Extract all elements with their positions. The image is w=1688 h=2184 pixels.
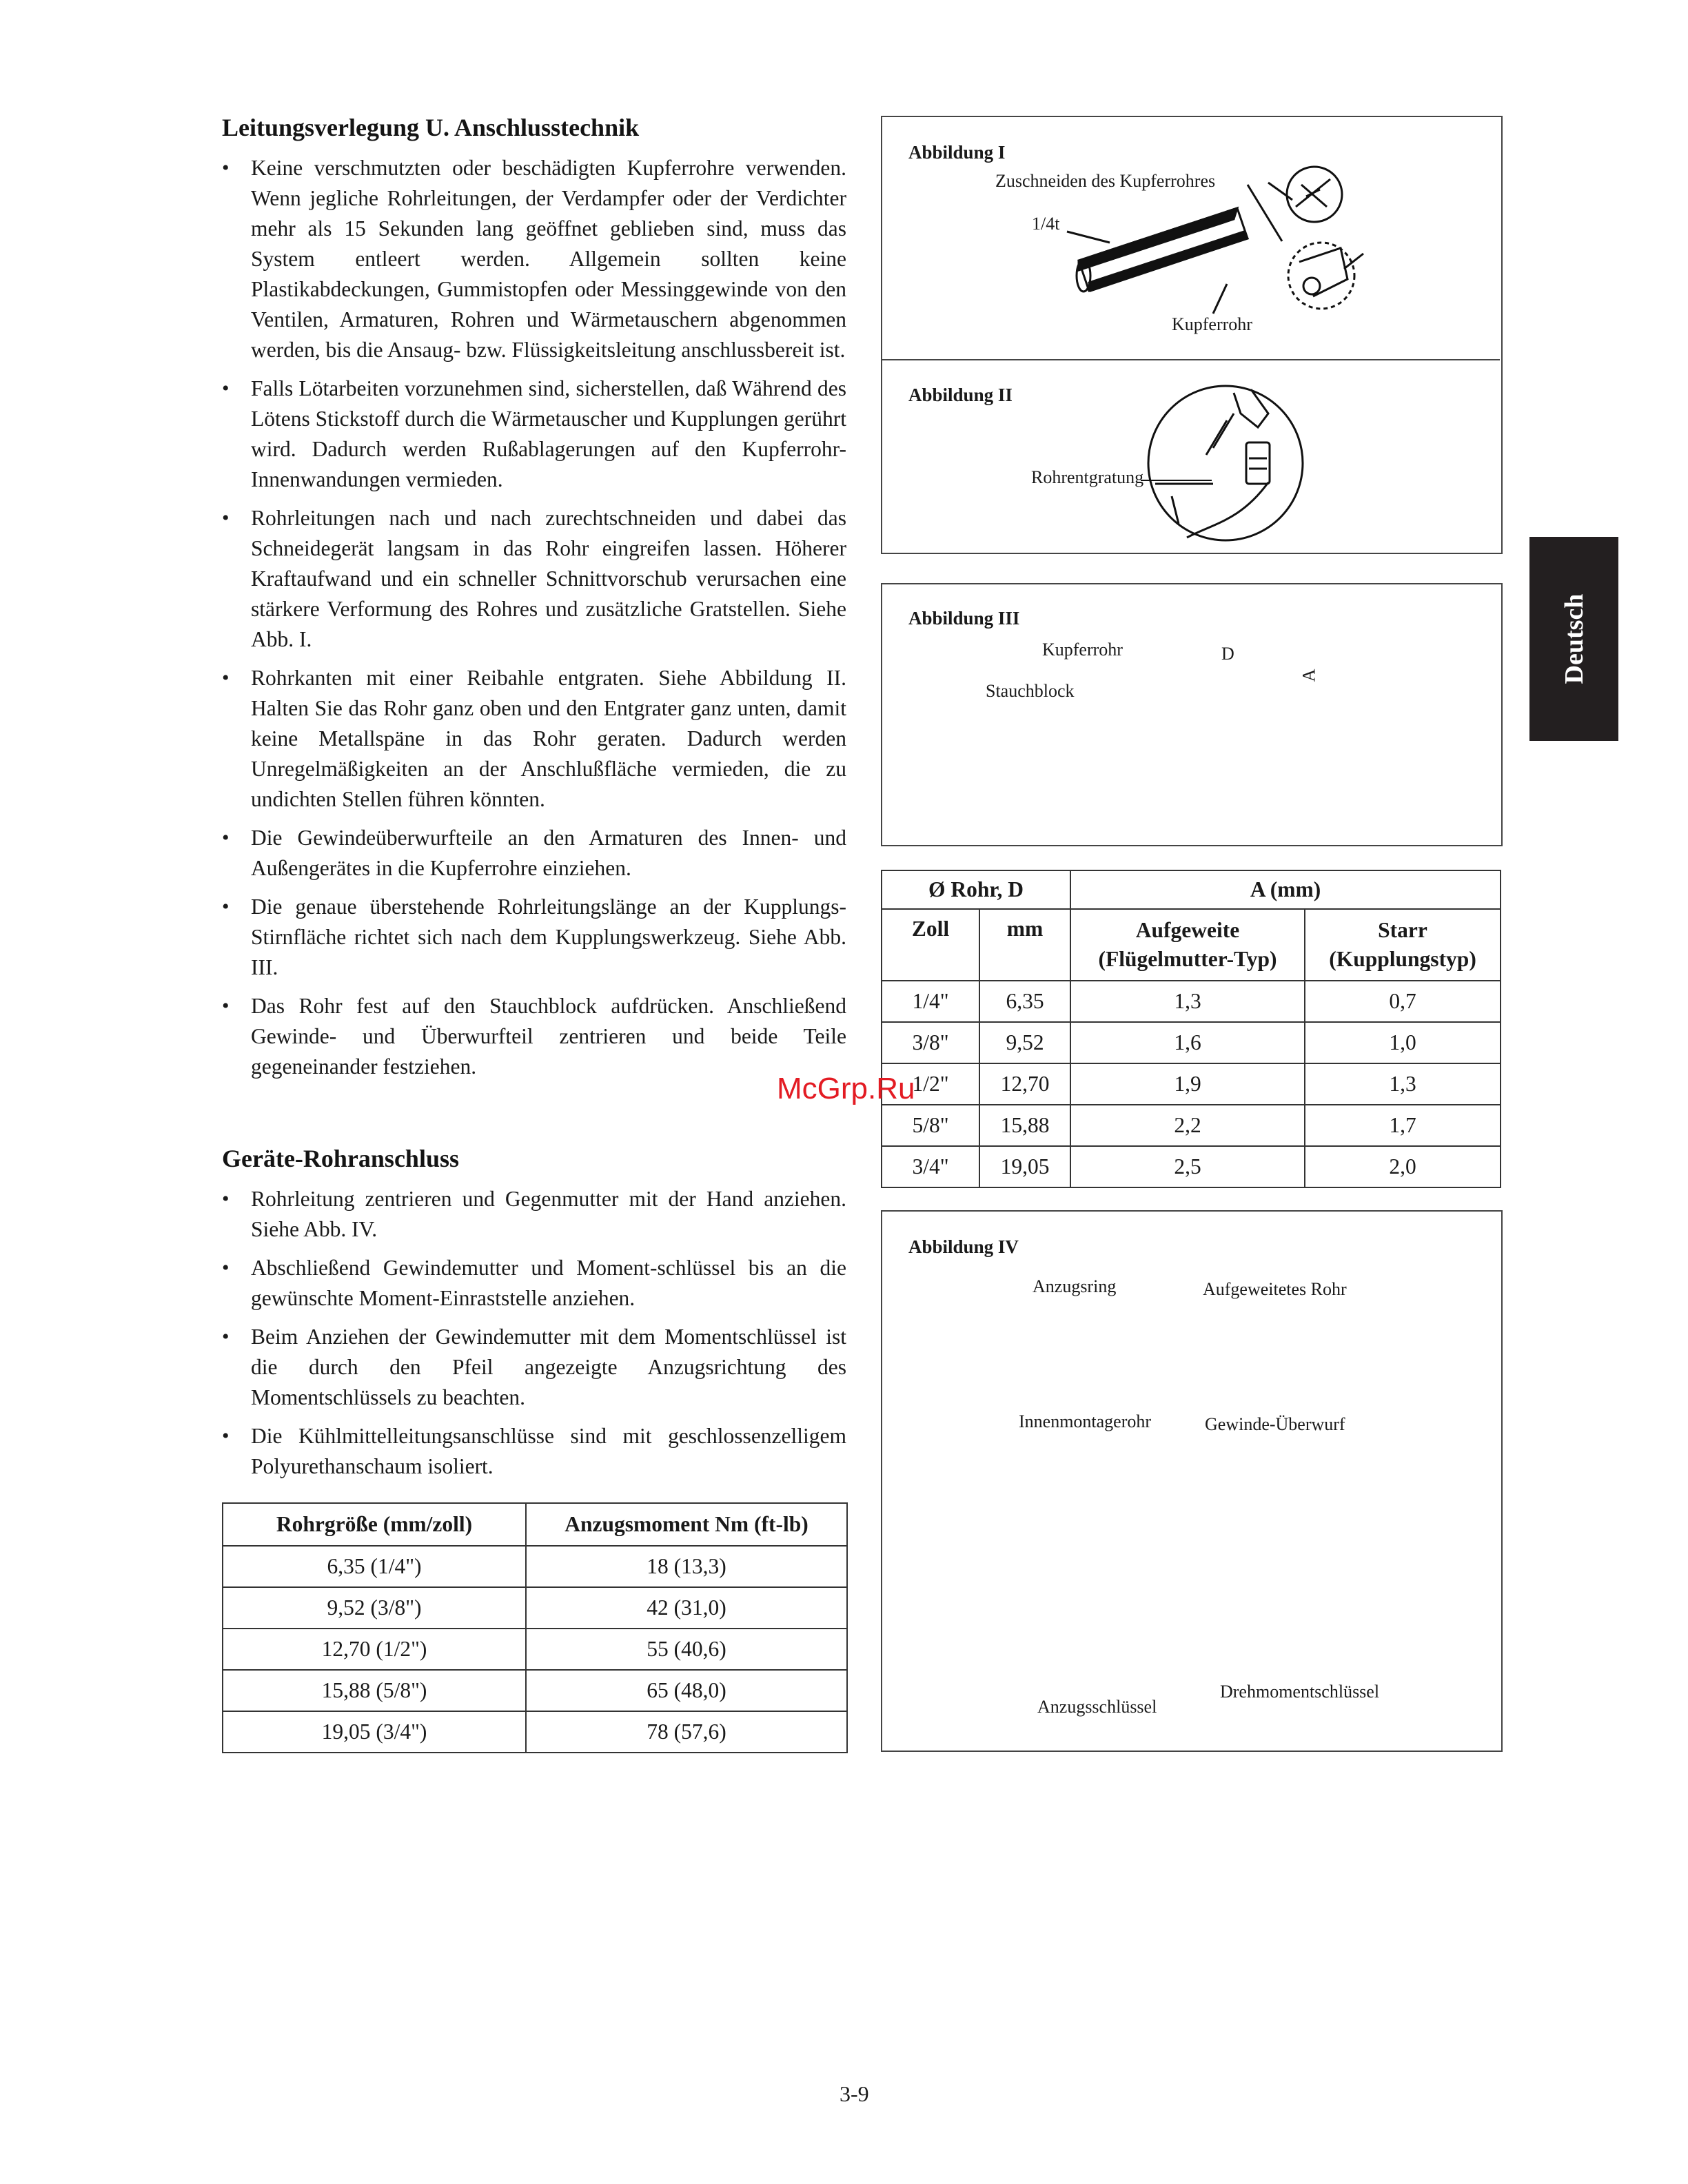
column-header: Ø Rohr, D [882,870,1070,909]
language-tab [1529,537,1618,741]
figure-1-label-pipe: Kupferrohr [1172,314,1252,334]
table-cell: 1,9 [1070,1063,1305,1105]
figure-4-label-thread: Gewinde-Überwurf [1205,1414,1345,1434]
connection-bullet-list [222,1184,846,1490]
figure-3-label-a: A [1299,669,1319,682]
torque-table [222,1502,848,1753]
piping-bullet-list [222,153,846,1090]
figure-1-label-cut: Zuschneiden des Kupferrohres [995,171,1216,191]
figure-3-label-d: D [1221,644,1234,664]
table-row [223,1711,847,1753]
table-cell: 0,7 [1305,981,1501,1022]
table-row [882,981,1501,1022]
table-cell: 18 (13,3) [526,1546,847,1587]
header-line: (Flügelmutter-Typ) [1098,947,1277,971]
table-cell: 1,3 [1305,1063,1501,1105]
table-cell: 65 (48,0) [526,1670,847,1711]
table-header-row [223,1503,847,1546]
table-cell: 19,05 [979,1146,1070,1187]
table-cell: 3/8" [882,1022,979,1063]
table-row [882,1022,1501,1063]
table-cell: 2,0 [1305,1146,1501,1187]
figure-4-label-inner: Innenmontagerohr [1019,1411,1152,1431]
language-tab-label: Deutsch [1559,593,1589,684]
flare-dimension-table [881,870,1501,1188]
table-header-row [882,870,1501,909]
bullet-item: • Keine verschmutzten oder beschädigten Kupferrohre verwenden. Wenn jegliche Rohrleitungen, der Verdampfer oder der Verdichter mehr als 15 Sekunden lang geöffnet geblieben sind, muss das System entleert werden. Allgemein sollten keine Plastikabdeckungen, Gummistopfen oder Messinggewinde von den Ventilen, Armaturen, Rohren und Wärmetauschern abgenommen werden, bis die Ansaug- bzw. Flüssigkeitsleitung anschlussbereit ist. [222,153,846,365]
bullet-item: • Abschließend Gewindemutter und Moment-schlüssel bis an die gewünschte Moment-Einraststelle anziehen. [222,1253,846,1314]
table-cell: 6,35 (1/4") [223,1546,526,1587]
table-cell: 1,7 [1305,1105,1501,1146]
table-cell: 6,35 [979,981,1070,1022]
table-cell: 9,52 [979,1022,1070,1063]
table-row [882,1105,1501,1146]
table-cell: 2,5 [1070,1146,1305,1187]
figure-4-label-torque: Drehmomentschlüssel [1220,1682,1380,1702]
table-row [882,1146,1501,1187]
figure-3-label-pipe: Kupferrohr [1042,640,1123,660]
table-cell: 12,70 [979,1063,1070,1105]
figure-2-title: Abbildung II [908,385,1013,405]
column-header: Anzugsmoment Nm (ft-lb) [526,1503,847,1546]
figure-1-title: Abbildung I [908,142,1006,163]
bullet-item: • Die genaue überstehende Rohrleitungslänge an der Kupplungs-Stirnfläche richtet sich nach dem Kupplungswerkzeug. Siehe Abb. III. [222,892,846,983]
bullet-item: • Die Kühlmittelleitungsanschlüsse sind mit geschlossenzelligem Polyurethanschaum isoliert. [222,1421,846,1482]
figure-box-4 [881,1210,1503,1752]
figure-4-label-flared: Aufgeweitetes Rohr [1203,1279,1347,1299]
section-heading-piping: Leitungsverlegung U. Anschlusstechnik [222,114,640,141]
figure-3-title: Abbildung III [908,608,1020,629]
table-row [223,1587,847,1629]
table-cell: 15,88 [979,1105,1070,1146]
page-number: 3-9 [840,2081,869,2106]
table-cell: 1,3 [1070,981,1305,1022]
table-row [223,1629,847,1670]
table-row [882,1063,1501,1105]
watermark: McGrp.Ru [777,1072,915,1105]
table-cell: 1/4" [882,981,979,1022]
figure-1-label-quarter: 1/4t [1032,214,1060,234]
table-cell: 12,70 (1/2") [223,1629,526,1670]
bullet-item: • Falls Lötarbeiten vorzunehmen sind, sicherstellen, daß Während des Lötens Stickstoff durch die Wärmetauscher und Kupplungen gerührt wird. Dadurch werden Rußablagerungen auf den Kupferrohr-Innenwandungen vermieden. [222,374,846,495]
bullet-item: • Die Gewindeüberwurfteile an den Armaturen des Innen- und Außengerätes in die Kupferrohre einziehen. [222,823,846,884]
bullet-item: • Rohrkanten mit einer Reibahle entgraten. Siehe Abbildung II. Halten Sie das Rohr ganz oben und den Entgrater ganz unten, damit keine Metallspäne in das Rohr geraten. Dadurch werden Unregelmäßigkeiten an der Anschlußfläche vermieden, die zu undichten Stellen führen könnten. [222,663,846,815]
header-line: Aufgeweite [1135,918,1240,942]
column-header: Rohrgröße (mm/zoll) [223,1503,526,1546]
figure-4-title: Abbildung IV [908,1236,1019,1257]
table-cell: 15,88 (5/8") [223,1670,526,1711]
bullet-item: • Rohrleitung zentrieren und Gegenmutter mit der Hand anziehen. Siehe Abb. IV. [222,1184,846,1245]
table-cell: 3/4" [882,1146,979,1187]
figure-2-label-deburr: Rohrentgratung [1031,467,1144,487]
bullet-item: • Beim Anziehen der Gewindemutter mit dem Momentschlüssel ist die durch den Pfeil angezeigte Anzugsrichtung des Momentschlüssels zu beachten. [222,1322,846,1413]
figure-4-label-spanner: Anzugsschlüssel [1037,1697,1157,1717]
table-cell: 78 (57,6) [526,1711,847,1753]
table-cell: 2,2 [1070,1105,1305,1146]
table-header-row [882,909,1501,981]
table-row [223,1546,847,1587]
column-header: Zoll [882,909,979,981]
table-cell: 55 (40,6) [526,1629,847,1670]
column-header: A (mm) [1070,870,1501,909]
column-header [1070,909,1305,981]
table-cell: 9,52 (3/8") [223,1587,526,1629]
table-cell: 1,0 [1305,1022,1501,1063]
column-header: mm [979,909,1070,981]
table-row [223,1670,847,1711]
bullet-item: • Rohrleitungen nach und nach zurechtschneiden und dabei das Schneidegerät langsam in das Rohr eingreifen lassen. Höherer Kraftaufwand und ein schneller Schnittvorschub verursachen eine stärkere Verformung des Rohres und zusätzliche Gratstellen. Siehe Abb. I. [222,503,846,655]
table-cell: 42 (31,0) [526,1587,847,1629]
table-cell: 1/2" [882,1063,979,1105]
figure-3-label-block: Stauchblock [986,681,1075,701]
section-heading-connection: Geräte-Rohranschluss [222,1145,459,1172]
column-header [1305,909,1501,981]
table-cell: 5/8" [882,1105,979,1146]
figure-4-label-ring: Anzugsring [1033,1276,1117,1296]
header-line: Starr [1378,918,1427,942]
table-cell: 1,6 [1070,1022,1305,1063]
bullet-item: • Das Rohr fest auf den Stauchblock aufdrücken. Anschließend Gewinde- und Überwurfteil zentrieren und beide Teile gegeneinander festziehen. [222,991,846,1082]
header-line: (Kupplungstyp) [1329,947,1476,971]
table-cell: 19,05 (3/4") [223,1711,526,1753]
